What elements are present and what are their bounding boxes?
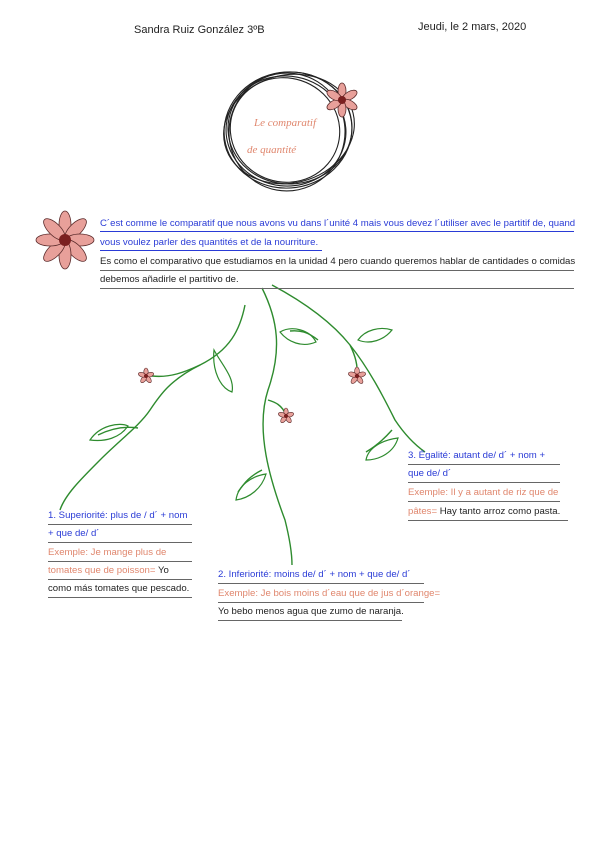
- inferiority-translation: Yo bebo menos agua que zumo de naranja.: [218, 605, 402, 621]
- equality-example-line2: [408, 505, 568, 521]
- superiority-example-line1: Exemple: Je mange plus de: [48, 546, 192, 562]
- intro-es-line1: Es como el comparativo que estudiamos en la unidad 4 pero cuando queremos hablar de cantidades o comidas: [100, 255, 574, 271]
- intro-es-line2: debemos añadirle el partitivo de.: [100, 273, 574, 289]
- equality-example-fr: pâtes=: [408, 506, 438, 517]
- equality-rule-line2: que de/ d´: [408, 467, 560, 483]
- flower-icon: [325, 83, 358, 117]
- leaf-shapes: [90, 328, 398, 500]
- flower-icon: [278, 408, 295, 424]
- inferiority-example: Exemple: Je bois moins d´eau que de jus d´orange=: [218, 587, 424, 603]
- superiority-translation-start: Yo: [155, 565, 169, 576]
- title-line-2: de quantité: [247, 144, 297, 156]
- title-line-1: Le comparatif: [254, 117, 317, 129]
- equality-translation: Hay tanto arroz como pasta.: [437, 506, 561, 517]
- intro-fr-line2: vous voulez parler des quantités et de la nourriture.: [100, 236, 322, 251]
- flower-icon: [138, 368, 155, 384]
- inferiority-rule: 2. Inferiorité: moins de/ d´ + nom + que de/ d´: [218, 568, 424, 584]
- superiority-rule-line2: + que de/ d´: [48, 527, 192, 543]
- equality-rule-line1: 3. Égalité: autant de/ d´ + nom +: [408, 449, 560, 465]
- equality-example-line1: Exemple: Il y a autant de riz que de: [408, 486, 560, 502]
- intro-fr-line1: C´est comme le comparatif que nous avons vu dans l´unité 4 mais vous devez l´utiliser avec le partitif de, quand: [100, 217, 574, 232]
- date: Jeudi, le 2 mars, 2020: [418, 21, 527, 33]
- author-name: Sandra Ruiz González 3ºB: [134, 24, 265, 36]
- superiority-example-fr: tomates que de poisson=: [48, 565, 156, 576]
- flower-icon: [348, 367, 367, 385]
- superiority-translation: como más tomates que pescado.: [48, 582, 192, 598]
- scribble-frame: [212, 61, 366, 201]
- superiority-rule-line1: 1. Superiorité: plus de / d´ + nom: [48, 509, 192, 525]
- superiority-example-line2: [48, 564, 192, 580]
- flower-icon: [36, 211, 94, 269]
